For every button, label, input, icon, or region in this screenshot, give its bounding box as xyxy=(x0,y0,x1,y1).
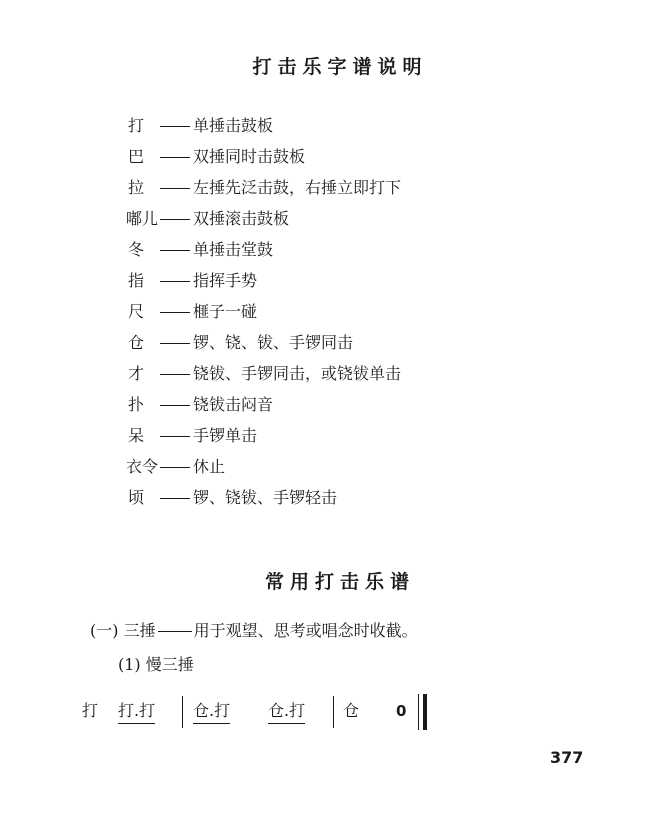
final-barline-thin xyxy=(418,694,419,730)
legend-symbol: 仓 xyxy=(128,333,145,352)
section-label: (一) 三捶 xyxy=(90,621,156,640)
legend-desc: 铙钹、手锣同击，或铙钹单击 xyxy=(193,364,402,383)
legend-dash xyxy=(160,312,190,313)
legend-dash xyxy=(160,343,190,344)
legend-dash xyxy=(160,250,190,251)
legend-symbol: 嘟儿 xyxy=(125,209,158,228)
legend-desc: 左捶先泛击鼓，右捶立即打下 xyxy=(193,178,402,197)
score-rest: 0 xyxy=(396,702,407,720)
subsection-heading: (1) 慢三捶 xyxy=(118,655,194,674)
legend-symbol: 冬 xyxy=(128,240,145,259)
legend-dash xyxy=(160,374,190,375)
legend-symbol: 打 xyxy=(128,116,145,135)
legend-dash xyxy=(160,467,190,468)
legend-desc: 单捶击鼓板 xyxy=(193,116,274,135)
final-barline-thick xyxy=(423,694,427,730)
legend-dash xyxy=(160,405,190,406)
legend-dash xyxy=(160,436,190,437)
section-heading xyxy=(90,618,418,644)
legend-symbol: 拉 xyxy=(128,178,145,197)
legend-dash xyxy=(160,126,190,127)
legend-symbol: 衣令 xyxy=(125,457,158,476)
score-note: 仓.打 xyxy=(193,700,230,724)
legend-symbol: 指 xyxy=(128,271,145,290)
score-note: 仓.打 xyxy=(268,700,305,724)
legend-desc: 锣、铙钹、手锣轻击 xyxy=(193,488,338,507)
section-desc: 用于观望、思考或唱念时收截。 xyxy=(193,621,418,640)
legend-desc: 双捶同时击鼓板 xyxy=(193,147,306,166)
legend-desc: 手锣单击 xyxy=(193,426,258,445)
percussion-score xyxy=(0,690,650,740)
page-number: 377 xyxy=(550,748,584,767)
score-note: 打 xyxy=(82,701,99,720)
legend-symbol: 顷 xyxy=(128,488,145,507)
legend-desc: 铙钹击闷音 xyxy=(193,395,274,414)
legend-dash xyxy=(160,281,190,282)
legend-dash xyxy=(160,188,190,189)
barline xyxy=(182,696,183,728)
legend-desc: 双捶滚击鼓板 xyxy=(193,209,290,228)
legend-symbol: 扑 xyxy=(128,395,145,414)
legend-desc: 榧子一碰 xyxy=(193,302,258,321)
legend-desc: 指挥手势 xyxy=(193,271,258,290)
page-title: 打击乐字谱说明 xyxy=(252,56,428,78)
section-dash xyxy=(158,631,192,632)
legend-dash xyxy=(160,157,190,158)
legend-dash xyxy=(160,498,190,499)
score-note: 仓 xyxy=(343,701,360,720)
legend-symbol: 才 xyxy=(128,364,145,383)
legend-symbol: 尺 xyxy=(128,302,145,321)
section-title: 常用打击乐谱 xyxy=(264,571,415,593)
score-note: 打.打 xyxy=(118,700,155,724)
legend-symbol: 呆 xyxy=(128,426,145,445)
legend-desc: 锣、铙、钹、手锣同击 xyxy=(193,333,354,352)
legend-symbol: 巴 xyxy=(128,147,145,166)
legend-dash xyxy=(160,219,190,220)
legend-desc: 休止 xyxy=(193,457,226,476)
barline xyxy=(333,696,334,728)
legend-desc: 单捶击堂鼓 xyxy=(193,240,274,259)
